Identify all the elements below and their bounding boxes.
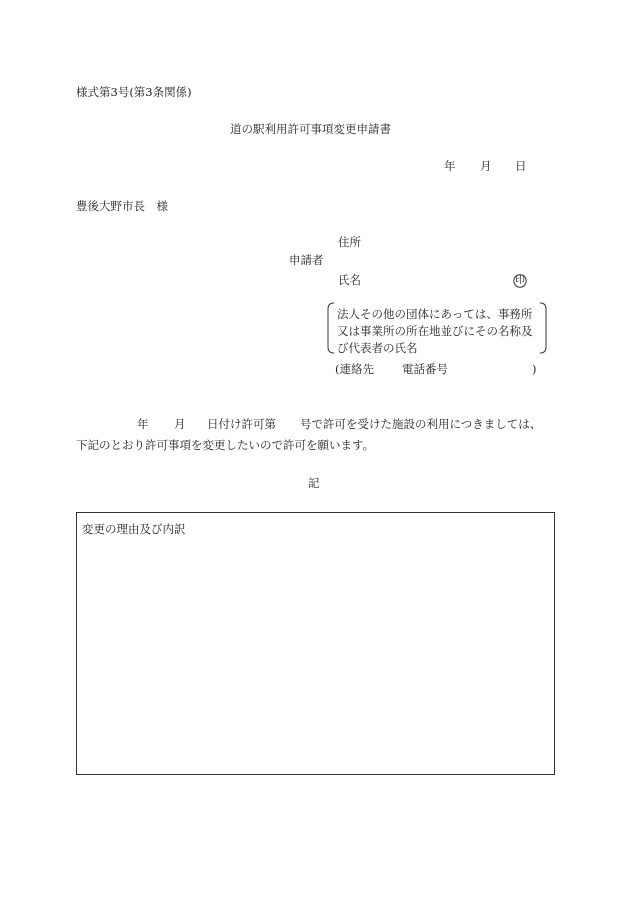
organization-note xyxy=(326,302,548,354)
contact-close: ) xyxy=(532,362,537,376)
note-line-1: 法人その他の団体にあっては、事務所 xyxy=(337,307,533,321)
reason-label: 変更の理由及び内訳 xyxy=(82,522,186,536)
ki-heading: 記 xyxy=(308,476,320,490)
seal-icon xyxy=(513,274,527,288)
name-label: 氏名 xyxy=(338,273,361,287)
form-number: 様式第3号(第3条関係) xyxy=(76,85,192,99)
note-line-2: 又は事業所の所在地並びにその名称及 xyxy=(337,324,533,338)
addressee: 豊後大野市長 様 xyxy=(76,199,168,213)
date-day: 日 xyxy=(515,159,527,173)
note-line-3: び代表者の氏名 xyxy=(337,341,418,355)
body-number-rest: 号で許可を受けた施設の利用につきましては、 xyxy=(300,417,542,431)
phone-label: 電話番号 xyxy=(402,362,448,376)
date-year: 年 xyxy=(444,159,456,173)
body-date-permit: 日付け許可第 xyxy=(207,417,276,431)
document-title: 道の駅利用許可事項変更申請書 xyxy=(230,122,391,136)
seal-text: 印 xyxy=(515,275,525,286)
applicant-label: 申請者 xyxy=(289,253,324,267)
reason-box xyxy=(76,512,555,775)
address-label: 住所 xyxy=(338,235,361,249)
body-month: 月 xyxy=(174,417,186,431)
body-line-2: 下記のとおり許可事項を変更したいので許可を願います。 xyxy=(76,438,375,452)
date-month: 月 xyxy=(480,159,492,173)
contact-open: (連絡先 xyxy=(335,362,374,376)
body-year: 年 xyxy=(137,417,149,431)
